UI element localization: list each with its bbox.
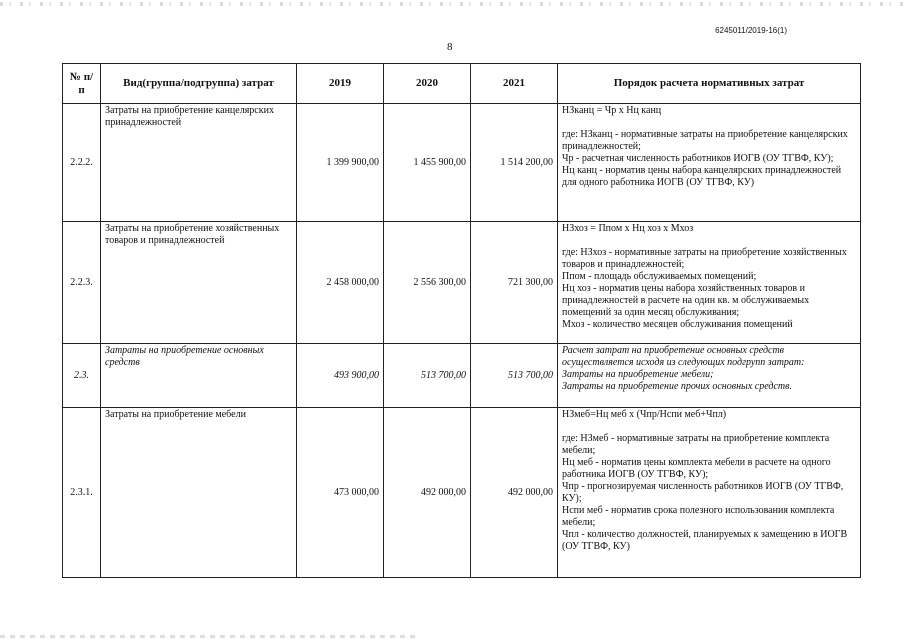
cost-norms-table: [62, 63, 861, 578]
formula-line: где: НЗмеб - нормативные затраты на приобретение комплекта мебели;: [562, 433, 830, 456]
formula-line: Затраты на приобретение прочих основных средств.: [562, 381, 792, 392]
formula: НЗмеб=Нц меб х (Чпр/Нспи меб+Чпл): [562, 409, 727, 420]
value-2019: 1 399 900,00: [297, 104, 384, 222]
value-2019: 473 000,00: [297, 408, 384, 578]
table-row: [63, 222, 861, 344]
formula-line: Чпр - прогнозируемая численность работников ИОГВ (ОУ ТГВФ, КУ);: [562, 481, 844, 504]
calc-description: [558, 104, 861, 222]
value-2019: 493 900,00: [297, 344, 384, 408]
scan-artifact-bottom: [0, 635, 420, 638]
value-2021: 721 300,00: [471, 222, 558, 344]
table-row: [63, 344, 861, 408]
formula-line: Мхоз - количество месяцев обслуживания помещений: [562, 319, 793, 330]
table-header-row: [63, 64, 861, 104]
col-header-2019: 2019: [297, 64, 384, 104]
row-name: Затраты на приобретение канцелярских принадлежностей: [101, 104, 297, 222]
formula-line: Ппом - площадь обслуживаемых помещений;: [562, 271, 757, 282]
value-2020: 1 455 900,00: [384, 104, 471, 222]
row-name: Затраты на приобретение основных средств: [101, 344, 297, 408]
value-2021: 1 514 200,00: [471, 104, 558, 222]
formula-line: Нц канц - норматив цены набора канцелярских принадлежностей для одного работника ИОГВ (ОУ ТГВФ, КУ): [562, 165, 842, 188]
table-row: [63, 408, 861, 578]
scan-artifact-top: [0, 2, 905, 6]
col-header-name: Вид(группа/подгруппа) затрат: [101, 64, 297, 104]
formula: НЗхоз = Ппом х Нц хоз х Мхоз: [562, 223, 694, 234]
formula-line: где: НЗканц - нормативные затраты на приобретение канцелярских принадлежностей;: [562, 129, 848, 152]
formula-line: Затраты на приобретение мебели;: [562, 369, 714, 380]
formula-line: Нц хоз - норматив цены набора хозяйственных товаров и принадлежностей в расчете на один кв. м обслуживаемых помещений за один месяц обслуживания;: [562, 283, 810, 318]
document-code: 6245011/2019-16(1): [715, 26, 787, 35]
formula-line: где: НЗхоз - нормативные затраты на приобретение хозяйственных товаров и принадлежностей;: [562, 247, 847, 270]
formula-line: Чр - расчетная численность работников ИОГВ (ОУ ТГВФ, КУ);: [562, 153, 834, 164]
value-2021: 513 700,00: [471, 344, 558, 408]
formula-line: Нц меб - норматив цены комплекта мебели в расчете на одного работника ИОГВ (ОУ ТГВФ, КУ);: [562, 457, 831, 480]
col-header-2020: 2020: [384, 64, 471, 104]
col-header-2021: 2021: [471, 64, 558, 104]
row-number: 2.2.2.: [63, 104, 101, 222]
col-header-num: № п/п: [63, 64, 101, 104]
table-row: [63, 104, 861, 222]
formula-line: Расчет затрат на приобретение основных средств осуществляется исходя из следующих подгрупп затрат:: [562, 345, 805, 368]
value-2021: 492 000,00: [471, 408, 558, 578]
calc-description: [558, 408, 861, 578]
value-2019: 2 458 000,00: [297, 222, 384, 344]
calc-description: [558, 344, 861, 408]
calc-description: [558, 222, 861, 344]
page-number: 8: [447, 41, 453, 53]
value-2020: 492 000,00: [384, 408, 471, 578]
value-2020: 513 700,00: [384, 344, 471, 408]
row-name: Затраты на приобретение мебели: [101, 408, 297, 578]
value-2020: 2 556 300,00: [384, 222, 471, 344]
row-number: 2.2.3.: [63, 222, 101, 344]
row-number: 2.3.1.: [63, 408, 101, 578]
formula-line: Нспи меб - норматив срока полезного использования комплекта мебели;: [562, 505, 835, 528]
row-name: Затраты на приобретение хозяйственных товаров и принадлежностей: [101, 222, 297, 344]
row-number: 2.3.: [63, 344, 101, 408]
formula-line: Чпл - количество должностей, планируемых к замещению в ИОГВ (ОУ ТГВФ, КУ): [562, 529, 848, 552]
formula: НЗканц = Чр х Нц канц: [562, 105, 662, 116]
col-header-formula: Порядок расчета нормативных затрат: [558, 64, 861, 104]
